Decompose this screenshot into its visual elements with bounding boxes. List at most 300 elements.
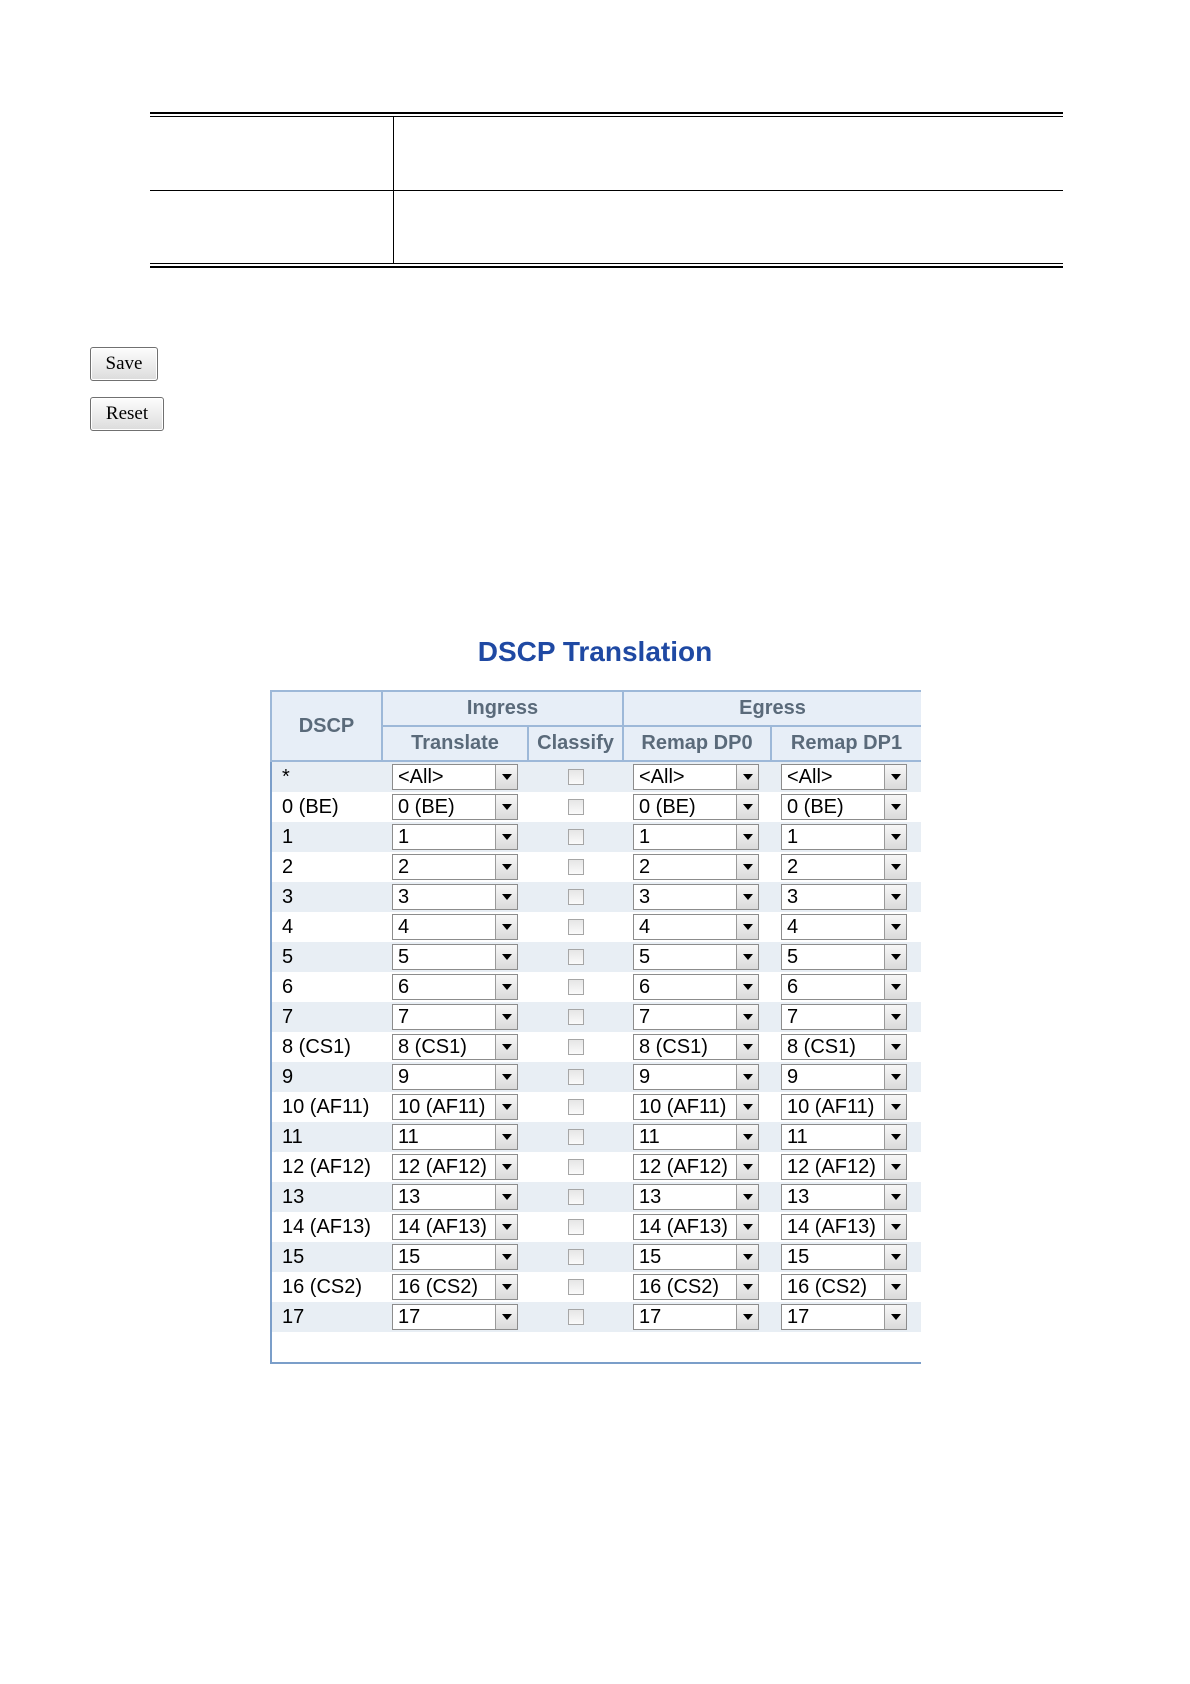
dscp-value: 3 — [271, 882, 382, 912]
remap-dp0-cell — [623, 912, 771, 942]
chevron-down-icon[interactable] — [736, 855, 758, 879]
header-remap-dp0: Remap DP0 — [623, 726, 771, 761]
remap-dp0-select[interactable] — [633, 764, 759, 790]
chevron-down-icon[interactable] — [495, 1185, 517, 1209]
remap-dp1-select[interactable] — [781, 944, 907, 970]
remap-dp1-select-value: 1 — [787, 826, 799, 848]
remap-dp0-select-value: 7 — [639, 1006, 651, 1028]
chevron-down-icon[interactable] — [495, 1065, 517, 1089]
remap-dp1-select[interactable] — [781, 884, 907, 910]
table-row — [271, 1212, 921, 1242]
remap-dp1-select[interactable] — [781, 1274, 907, 1300]
chevron-down-icon[interactable] — [736, 945, 758, 969]
partial-cell — [771, 1332, 921, 1363]
classify-cell — [528, 761, 623, 792]
remap-dp0-cell — [623, 1032, 771, 1062]
dscp-value: 0 (BE) — [271, 792, 382, 822]
remap-dp0-select-value: 11 — [639, 1126, 660, 1148]
classify-checkbox[interactable] — [568, 1069, 584, 1085]
chevron-down-icon[interactable] — [495, 825, 517, 849]
chevron-down-icon[interactable] — [736, 765, 758, 789]
classify-checkbox[interactable] — [568, 1159, 584, 1175]
dscp-value: 16 (CS2) — [271, 1272, 382, 1302]
translate-cell — [382, 972, 528, 1002]
table-row — [271, 1182, 921, 1212]
dscp-value: 2 — [271, 852, 382, 882]
translate-select[interactable] — [392, 794, 518, 820]
chevron-down-icon[interactable] — [884, 1035, 906, 1059]
partial-cell — [528, 1332, 623, 1363]
classify-cell — [528, 1212, 623, 1242]
remap-dp1-select-value: 14 (AF13) — [787, 1216, 876, 1238]
remap-dp0-cell — [623, 1122, 771, 1152]
remap-dp0-cell — [623, 1182, 771, 1212]
table-row — [271, 1122, 921, 1152]
table-row — [271, 852, 921, 882]
remap-dp0-select-value: 5 — [639, 946, 651, 968]
chevron-down-icon[interactable] — [884, 1155, 906, 1179]
translate-select-value: 14 (AF13) — [398, 1216, 487, 1238]
classify-cell — [528, 1062, 623, 1092]
table-row — [271, 792, 921, 822]
classify-cell — [528, 1092, 623, 1122]
remap-dp0-select-value: <All> — [639, 766, 685, 788]
remap-dp0-select[interactable] — [633, 1214, 759, 1240]
remap-dp0-select-value: 8 (CS1) — [639, 1036, 708, 1058]
classify-cell — [528, 882, 623, 912]
remap-dp0-select[interactable] — [633, 1304, 759, 1330]
chevron-down-icon[interactable] — [884, 1275, 906, 1299]
remap-dp0-select[interactable] — [633, 824, 759, 850]
chevron-down-icon[interactable] — [736, 1155, 758, 1179]
table-row — [271, 942, 921, 972]
remap-dp1-select[interactable] — [781, 1154, 907, 1180]
translate-cell — [382, 882, 528, 912]
table-row — [271, 912, 921, 942]
translate-select-value: 3 — [398, 886, 410, 908]
remap-dp0-select-value: 2 — [639, 856, 651, 878]
translate-select[interactable] — [392, 854, 518, 880]
remap-dp1-cell — [771, 792, 921, 822]
header-classify: Classify — [528, 726, 623, 761]
translate-select[interactable] — [392, 944, 518, 970]
remap-dp1-select-value: 4 — [787, 916, 799, 938]
translate-select-value: 15 — [398, 1246, 421, 1268]
classify-checkbox[interactable] — [568, 1039, 584, 1055]
chevron-down-icon[interactable] — [736, 1065, 758, 1089]
translate-cell — [382, 1212, 528, 1242]
translate-select-value: 9 — [398, 1066, 410, 1088]
chevron-down-icon[interactable] — [736, 1305, 758, 1329]
definition-row — [150, 191, 1063, 263]
dscp-value: 1 — [271, 822, 382, 852]
remap-dp1-cell — [771, 1122, 921, 1152]
remap-dp0-select-value: 4 — [639, 916, 651, 938]
remap-dp1-select-value: 7 — [787, 1006, 799, 1028]
remap-dp0-select[interactable] — [633, 884, 759, 910]
dscp-value: 10 (AF11) — [271, 1092, 382, 1122]
chevron-down-icon[interactable] — [495, 1305, 517, 1329]
remap-dp1-cell — [771, 1032, 921, 1062]
definition-row — [150, 117, 1063, 190]
dscp-value: 14 (AF13) — [271, 1212, 382, 1242]
translate-select-value: 16 (CS2) — [398, 1276, 479, 1298]
chevron-down-icon[interactable] — [736, 1215, 758, 1239]
classify-cell — [528, 1272, 623, 1302]
classify-checkbox[interactable] — [568, 799, 584, 815]
remap-dp1-cell — [771, 1182, 921, 1212]
chevron-down-icon[interactable] — [884, 915, 906, 939]
remap-dp1-cell — [771, 942, 921, 972]
chevron-down-icon[interactable] — [736, 1095, 758, 1119]
remap-dp1-cell — [771, 852, 921, 882]
remap-dp1-select[interactable] — [781, 1034, 907, 1060]
chevron-down-icon[interactable] — [495, 795, 517, 819]
chevron-down-icon[interactable] — [884, 1185, 906, 1209]
chevron-down-icon[interactable] — [736, 885, 758, 909]
remap-dp1-select[interactable] — [781, 914, 907, 940]
chevron-down-icon[interactable] — [495, 855, 517, 879]
chevron-down-icon[interactable] — [884, 1005, 906, 1029]
remap-dp1-cell — [771, 1092, 921, 1122]
dscp-value: 8 (CS1) — [271, 1032, 382, 1062]
classify-cell — [528, 1002, 623, 1032]
dscp-value: 17 — [271, 1302, 382, 1332]
remap-dp1-cell — [771, 1152, 921, 1182]
remap-dp1-cell — [771, 1272, 921, 1302]
chevron-down-icon[interactable] — [884, 975, 906, 999]
remap-dp1-cell — [771, 972, 921, 1002]
translate-select-value: 4 — [398, 916, 410, 938]
translate-select[interactable] — [392, 884, 518, 910]
reset-button[interactable]: Reset — [90, 397, 164, 431]
remap-dp0-select-value: 0 (BE) — [639, 796, 696, 818]
remap-dp1-select-value: 0 (BE) — [787, 796, 844, 818]
remap-dp1-select[interactable] — [781, 764, 907, 790]
remap-dp0-select[interactable] — [633, 854, 759, 880]
remap-dp0-cell — [623, 852, 771, 882]
translate-select[interactable] — [392, 824, 518, 850]
chevron-down-icon[interactable] — [736, 1245, 758, 1269]
remap-dp1-select[interactable] — [781, 1094, 907, 1120]
remap-dp0-select[interactable] — [633, 974, 759, 1000]
remap-dp0-select[interactable] — [633, 944, 759, 970]
chevron-down-icon[interactable] — [884, 765, 906, 789]
translate-cell — [382, 761, 528, 792]
page-title: DSCP Translation — [477, 636, 713, 667]
chevron-down-icon[interactable] — [495, 1035, 517, 1059]
classify-cell — [528, 792, 623, 822]
classify-checkbox[interactable] — [568, 1279, 584, 1295]
chevron-down-icon[interactable] — [884, 1065, 906, 1089]
remap-dp0-select-value: 17 — [639, 1306, 662, 1328]
chevron-down-icon[interactable] — [495, 1155, 517, 1179]
translate-cell — [382, 1002, 528, 1032]
definition-desc-cell — [394, 191, 1063, 263]
table-row — [271, 1092, 921, 1122]
chevron-down-icon[interactable] — [736, 825, 758, 849]
translate-select[interactable] — [392, 1214, 518, 1240]
remap-dp1-select[interactable] — [781, 1184, 907, 1210]
translate-cell — [382, 852, 528, 882]
translate-select-value: <All> — [398, 766, 444, 788]
definition-term-cell — [150, 191, 394, 263]
translate-select[interactable] — [392, 1124, 518, 1150]
remap-dp0-select[interactable] — [633, 794, 759, 820]
remap-dp0-cell — [623, 1302, 771, 1332]
translate-select-value: 11 — [398, 1126, 419, 1148]
chevron-down-icon[interactable] — [884, 1125, 906, 1149]
translate-cell — [382, 1272, 528, 1302]
remap-dp1-cell — [771, 1002, 921, 1032]
remap-dp0-cell — [623, 882, 771, 912]
remap-dp0-select[interactable] — [633, 1154, 759, 1180]
classify-checkbox[interactable] — [568, 919, 584, 935]
dscp-value: * — [271, 761, 382, 792]
classify-cell — [528, 852, 623, 882]
translate-select[interactable] — [392, 764, 518, 790]
dscp-value: 15 — [271, 1242, 382, 1272]
remap-dp1-select-value: 12 (AF12) — [787, 1156, 876, 1178]
remap-dp1-select[interactable] — [781, 1214, 907, 1240]
translate-select-value: 7 — [398, 1006, 410, 1028]
remap-dp1-select-value: 8 (CS1) — [787, 1036, 856, 1058]
remap-dp0-cell — [623, 1212, 771, 1242]
chevron-down-icon[interactable] — [736, 1035, 758, 1059]
chevron-down-icon[interactable] — [495, 1005, 517, 1029]
remap-dp0-cell — [623, 1242, 771, 1272]
remap-dp0-cell — [623, 1002, 771, 1032]
table-row — [271, 1002, 921, 1032]
translate-cell — [382, 912, 528, 942]
chevron-down-icon[interactable] — [495, 765, 517, 789]
chevron-down-icon[interactable] — [884, 825, 906, 849]
definition-table — [150, 112, 1063, 268]
translate-select[interactable] — [392, 974, 518, 1000]
remap-dp0-select[interactable] — [633, 1244, 759, 1270]
chevron-down-icon[interactable] — [495, 1215, 517, 1239]
remap-dp1-cell — [771, 1302, 921, 1332]
remap-dp0-cell — [623, 972, 771, 1002]
table-row — [271, 761, 921, 792]
classify-cell — [528, 942, 623, 972]
translate-select-value: 12 (AF12) — [398, 1156, 487, 1178]
translate-select[interactable] — [392, 1004, 518, 1030]
table-bottom-rule — [150, 266, 1063, 268]
classify-cell — [528, 972, 623, 1002]
translate-cell — [382, 1032, 528, 1062]
classify-checkbox[interactable] — [568, 949, 584, 965]
dscp-table-body — [271, 761, 921, 1363]
remap-dp0-cell — [623, 1152, 771, 1182]
remap-dp0-select[interactable] — [633, 1124, 759, 1150]
classify-checkbox[interactable] — [568, 1009, 584, 1025]
remap-dp1-select-value: 3 — [787, 886, 799, 908]
chevron-down-icon[interactable] — [495, 1125, 517, 1149]
remap-dp0-select[interactable] — [633, 1064, 759, 1090]
translate-select[interactable] — [392, 1184, 518, 1210]
translate-cell — [382, 1302, 528, 1332]
translate-cell — [382, 822, 528, 852]
dscp-translation-table — [270, 690, 921, 1364]
remap-dp0-select-value: 3 — [639, 886, 651, 908]
chevron-down-icon[interactable] — [495, 885, 517, 909]
chevron-down-icon[interactable] — [884, 1245, 906, 1269]
dscp-value: 12 (AF12) — [271, 1152, 382, 1182]
remap-dp1-select-value: <All> — [787, 766, 833, 788]
translate-select[interactable] — [392, 914, 518, 940]
chevron-down-icon[interactable] — [884, 1215, 906, 1239]
remap-dp0-select-value: 1 — [639, 826, 651, 848]
remap-dp1-select[interactable] — [781, 1124, 907, 1150]
chevron-down-icon[interactable] — [884, 795, 906, 819]
translate-select[interactable] — [392, 1154, 518, 1180]
translate-select-value: 1 — [398, 826, 410, 848]
remap-dp0-cell — [623, 1062, 771, 1092]
header-egress: Egress — [623, 691, 921, 726]
chevron-down-icon[interactable] — [736, 915, 758, 939]
dscp-value: 7 — [271, 1002, 382, 1032]
chevron-down-icon[interactable] — [884, 885, 906, 909]
table-row — [271, 1152, 921, 1182]
partial-cell — [271, 1332, 382, 1363]
chevron-down-icon[interactable] — [884, 945, 906, 969]
translate-select-value: 0 (BE) — [398, 796, 455, 818]
translate-select-value: 2 — [398, 856, 410, 878]
translate-cell — [382, 792, 528, 822]
remap-dp1-cell — [771, 1212, 921, 1242]
remap-dp0-select[interactable] — [633, 1034, 759, 1060]
chevron-down-icon[interactable] — [736, 1005, 758, 1029]
translate-cell — [382, 1122, 528, 1152]
remap-dp0-select[interactable] — [633, 914, 759, 940]
remap-dp1-select-value: 6 — [787, 976, 799, 998]
remap-dp0-select[interactable] — [633, 1094, 759, 1120]
chevron-down-icon[interactable] — [884, 855, 906, 879]
remap-dp0-cell — [623, 1272, 771, 1302]
remap-dp0-select[interactable] — [633, 1004, 759, 1030]
translate-select[interactable] — [392, 1304, 518, 1330]
translate-select-value: 5 — [398, 946, 410, 968]
chevron-down-icon[interactable] — [736, 795, 758, 819]
classify-checkbox[interactable] — [568, 1219, 584, 1235]
classify-checkbox[interactable] — [568, 979, 584, 995]
chevron-down-icon[interactable] — [884, 1305, 906, 1329]
remap-dp0-cell — [623, 822, 771, 852]
remap-dp1-select[interactable] — [781, 824, 907, 850]
remap-dp1-select[interactable] — [781, 1004, 907, 1030]
chevron-down-icon[interactable] — [495, 1245, 517, 1269]
chevron-down-icon[interactable] — [884, 1095, 906, 1119]
classify-checkbox[interactable] — [568, 1099, 584, 1115]
chevron-down-icon[interactable] — [495, 975, 517, 999]
chevron-down-icon[interactable] — [495, 945, 517, 969]
remap-dp1-cell — [771, 1242, 921, 1272]
remap-dp0-select[interactable] — [633, 1184, 759, 1210]
translate-select-value: 13 — [398, 1186, 421, 1208]
table-row — [271, 1272, 921, 1302]
translate-cell — [382, 1092, 528, 1122]
translate-cell — [382, 1182, 528, 1212]
translate-select[interactable] — [392, 1034, 518, 1060]
remap-dp0-select[interactable] — [633, 1274, 759, 1300]
classify-checkbox[interactable] — [568, 1189, 584, 1205]
remap-dp1-select-value: 16 (CS2) — [787, 1276, 868, 1298]
classify-checkbox[interactable] — [568, 829, 584, 845]
translate-cell — [382, 942, 528, 972]
remap-dp0-cell — [623, 792, 771, 822]
remap-dp1-select-value: 15 — [787, 1246, 810, 1268]
remap-dp0-select-value: 15 — [639, 1246, 662, 1268]
translate-cell — [382, 1242, 528, 1272]
classify-cell — [528, 1242, 623, 1272]
partial-cell — [623, 1332, 771, 1363]
chevron-down-icon[interactable] — [495, 1275, 517, 1299]
remap-dp0-select-value: 12 (AF12) — [639, 1156, 728, 1178]
remap-dp0-select-value: 6 — [639, 976, 651, 998]
remap-dp1-select[interactable] — [781, 794, 907, 820]
chevron-down-icon[interactable] — [736, 1125, 758, 1149]
chevron-down-icon[interactable] — [736, 975, 758, 999]
table-row-partial — [271, 1332, 921, 1363]
classify-cell — [528, 912, 623, 942]
remap-dp1-cell — [771, 822, 921, 852]
chevron-down-icon[interactable] — [495, 915, 517, 939]
remap-dp1-select[interactable] — [781, 974, 907, 1000]
remap-dp1-select[interactable] — [781, 854, 907, 880]
chevron-down-icon[interactable] — [736, 1185, 758, 1209]
classify-checkbox[interactable] — [568, 1129, 584, 1145]
classify-cell — [528, 1122, 623, 1152]
table-row — [271, 1032, 921, 1062]
classify-cell — [528, 1152, 623, 1182]
translate-select[interactable] — [392, 1244, 518, 1270]
header-remap-dp1: Remap DP1 — [771, 726, 921, 761]
remap-dp1-select[interactable] — [781, 1244, 907, 1270]
dscp-value: 4 — [271, 912, 382, 942]
remap-dp0-select-value: 9 — [639, 1066, 651, 1088]
table-row — [271, 882, 921, 912]
chevron-down-icon[interactable] — [495, 1095, 517, 1119]
classify-cell — [528, 822, 623, 852]
remap-dp1-select-value: 17 — [787, 1306, 810, 1328]
remap-dp0-select-value: 14 (AF13) — [639, 1216, 728, 1238]
table-row — [271, 1302, 921, 1332]
classify-cell — [528, 1182, 623, 1212]
table-row — [271, 822, 921, 852]
save-button[interactable]: Save — [90, 347, 158, 381]
remap-dp0-select-value: 16 (CS2) — [639, 1276, 720, 1298]
translate-select[interactable] — [392, 1094, 518, 1120]
partial-cell — [382, 1332, 528, 1363]
remap-dp0-cell — [623, 761, 771, 792]
classify-checkbox[interactable] — [568, 769, 584, 785]
classify-checkbox[interactable] — [568, 1249, 584, 1265]
classify-checkbox[interactable] — [568, 859, 584, 875]
dscp-value: 5 — [271, 942, 382, 972]
translate-select-value: 6 — [398, 976, 410, 998]
translate-select[interactable] — [392, 1274, 518, 1300]
chevron-down-icon[interactable] — [736, 1275, 758, 1299]
translate-select[interactable] — [392, 1064, 518, 1090]
remap-dp1-cell — [771, 761, 921, 792]
definition-desc-cell — [394, 117, 1063, 190]
classify-checkbox[interactable] — [568, 889, 584, 905]
header-ingress: Ingress — [382, 691, 623, 726]
remap-dp1-select[interactable] — [781, 1064, 907, 1090]
classify-checkbox[interactable] — [568, 1309, 584, 1325]
remap-dp1-select[interactable] — [781, 1304, 907, 1330]
